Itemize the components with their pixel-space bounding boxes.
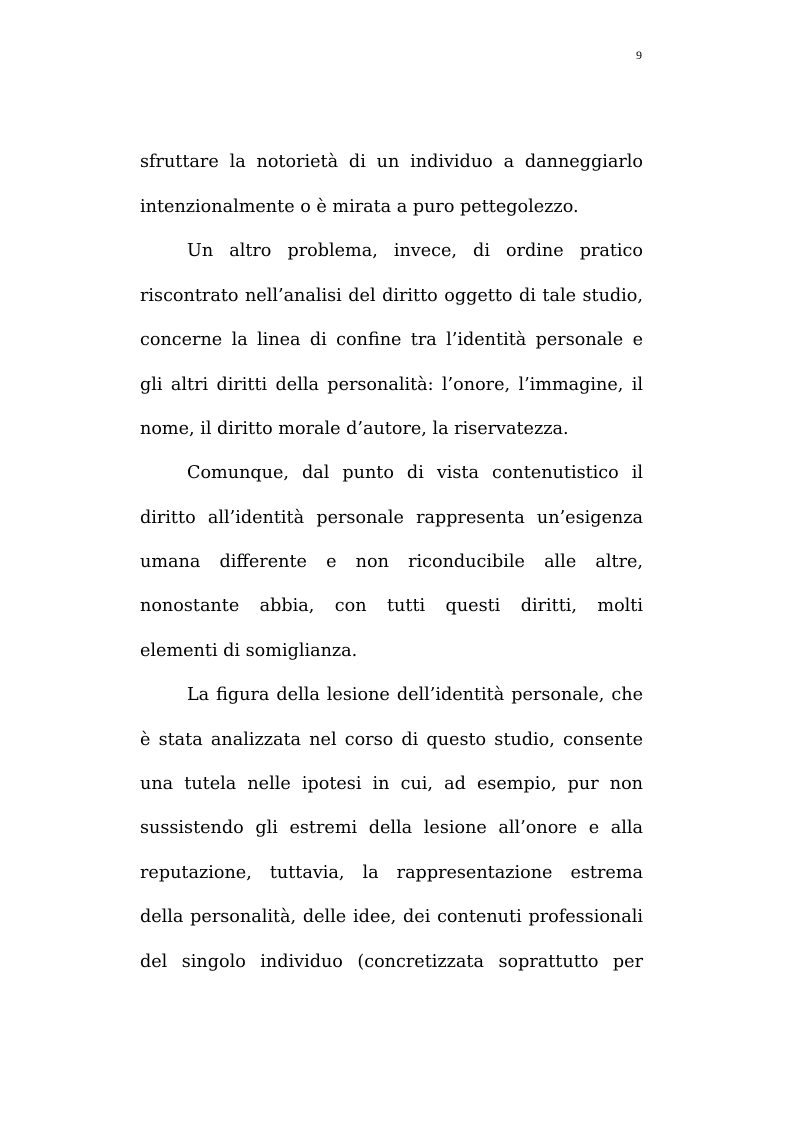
text-line: è stata analizzata nel corso di questo studio, consente (140, 730, 643, 750)
text-line: una tutela nelle ipotesi in cui, ad esempio, pur non (140, 774, 643, 794)
text-line: sfruttare la notorietà di un individuo a danneggiarlo (140, 152, 643, 172)
text-line: umana differente e non riconducibile alle altre, (140, 552, 643, 572)
text-line: reputazione, tuttavia, la rappresentazione estrema (140, 863, 643, 883)
text-line: Comunque, dal punto di vista contenutistico il (187, 463, 643, 483)
text-line: nonostante abbia, con tutti questi diritti, molti (140, 596, 643, 616)
text-line: riscontrato nell’analisi del diritto oggetto di tale studio, (140, 286, 643, 306)
text-line: del singolo individuo (concretizzata soprattutto per (140, 952, 643, 972)
page-number: 9 (636, 48, 642, 62)
text-line: sussistendo gli estremi della lesione all’onore e alla (140, 818, 643, 838)
text-line: nome, il diritto morale d’autore, la riservatezza. (140, 419, 569, 439)
text-line: elementi di somiglianza. (140, 641, 358, 661)
text-line: concerne la linea di confine tra l’identità personale e (140, 330, 643, 350)
text-line: gli altri diritti della personalità: l’onore, l’immagine, il (140, 375, 643, 395)
text-line: della personalità, delle idee, dei contenuti professionali (140, 907, 643, 927)
text-line: intenzionalmente o è mirata a puro pettegolezzo. (140, 197, 579, 217)
text-line: Un altro problema, invece, di ordine pratico (187, 241, 643, 261)
text-line: La figura della lesione dell’identità personale, che (187, 685, 643, 705)
text-line: diritto all’identità personale rappresenta un’esigenza (140, 508, 643, 528)
